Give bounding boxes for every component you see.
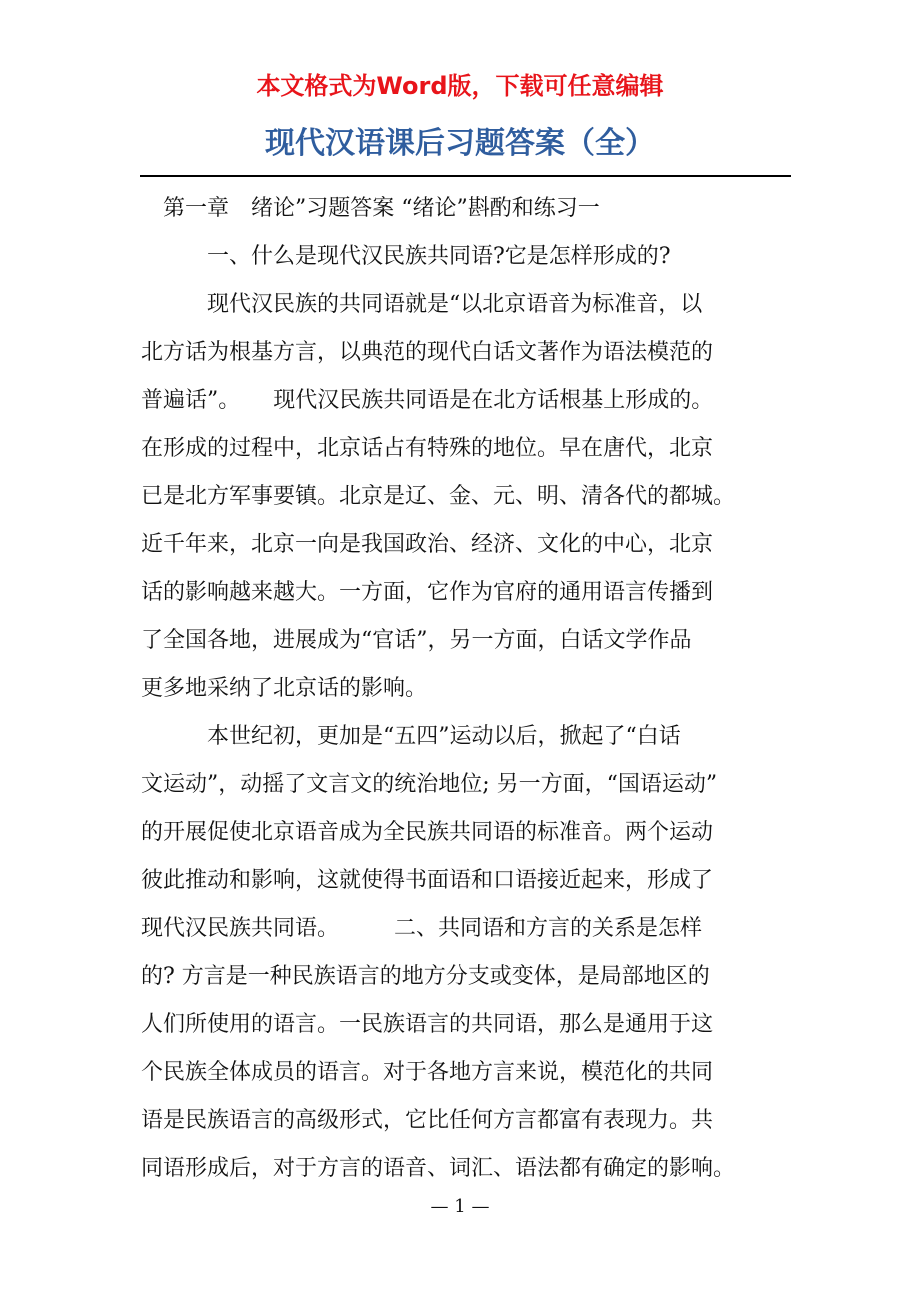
page-title: 现代汉语课后习题答案（全） [265, 126, 655, 161]
body-line: 文运动”，动摇了文言文的统治地位; 另一方面，“国语运动” [141, 772, 718, 797]
page-number: — 1 — [430, 1196, 490, 1217]
body-line: 更多地采纳了北京话的影响。 [141, 676, 428, 701]
body-line: 个民族全体成员的语言。对于各地方言来说，模范化的共同 [141, 1060, 714, 1085]
body-line: 人们所使用的语言。一民族语言的共同语，那么是通用于这 [141, 1012, 714, 1037]
title-divider [140, 175, 791, 177]
body-line: 彼此推动和影响，这就使得书面语和口语接近起来，形成了 [141, 868, 714, 893]
body-line: 的? 方言是一种民族语言的地方分支或变体，是局部地区的 [141, 964, 710, 989]
body-line: 一、什么是现代汉民族共同语?它是怎样形成的? [141, 244, 671, 269]
body-line: 语是民族语言的高级形式，它比任何方言都富有表现力。共 [141, 1108, 714, 1133]
body-line: 已是北方军事要镇。北京是辽、金、元、明、清各代的都城。 [141, 484, 736, 509]
body-line: 话的影响越来越大。一方面，它作为官府的通用语言传播到 [141, 580, 714, 605]
body-line: 在形成的过程中，北京话占有特殊的地位。早在唐代，北京 [141, 436, 714, 461]
body-line: 普遍话”。 现代汉民族共同语是在北方话根基上形成的。 [141, 388, 714, 413]
body-line: 北方话为根基方言，以典范的现代白话文著作为语法模范的 [141, 340, 714, 365]
body-line: 现代汉民族共同语。 二、共同语和方言的关系是怎样 [141, 916, 703, 941]
body-line: 本世纪初，更加是“五四”运动以后，掀起了“白话 [141, 724, 681, 749]
body-line: 的开展促使北京语音成为全民族共同语的标准音。两个运动 [141, 820, 714, 845]
format-banner: 本文格式为Word版，下载可任意编辑 [256, 72, 664, 100]
body-line: 近千年来，北京一向是我国政治、经济、文化的中心，北京 [141, 532, 714, 557]
body-line: 了全国各地，进展成为“官话”，另一方面，白话文学作品 [141, 628, 692, 653]
document-body [141, 185, 781, 1193]
body-line: 第一章 绪论”习题答案 “绪论”斟酌和练习一 [141, 196, 600, 221]
body-line: 同语形成后，对于方言的语音、词汇、语法都有确定的影响。 [141, 1156, 736, 1181]
body-line: 现代汉民族的共同语就是“以北京语音为标准音，以 [141, 292, 703, 317]
